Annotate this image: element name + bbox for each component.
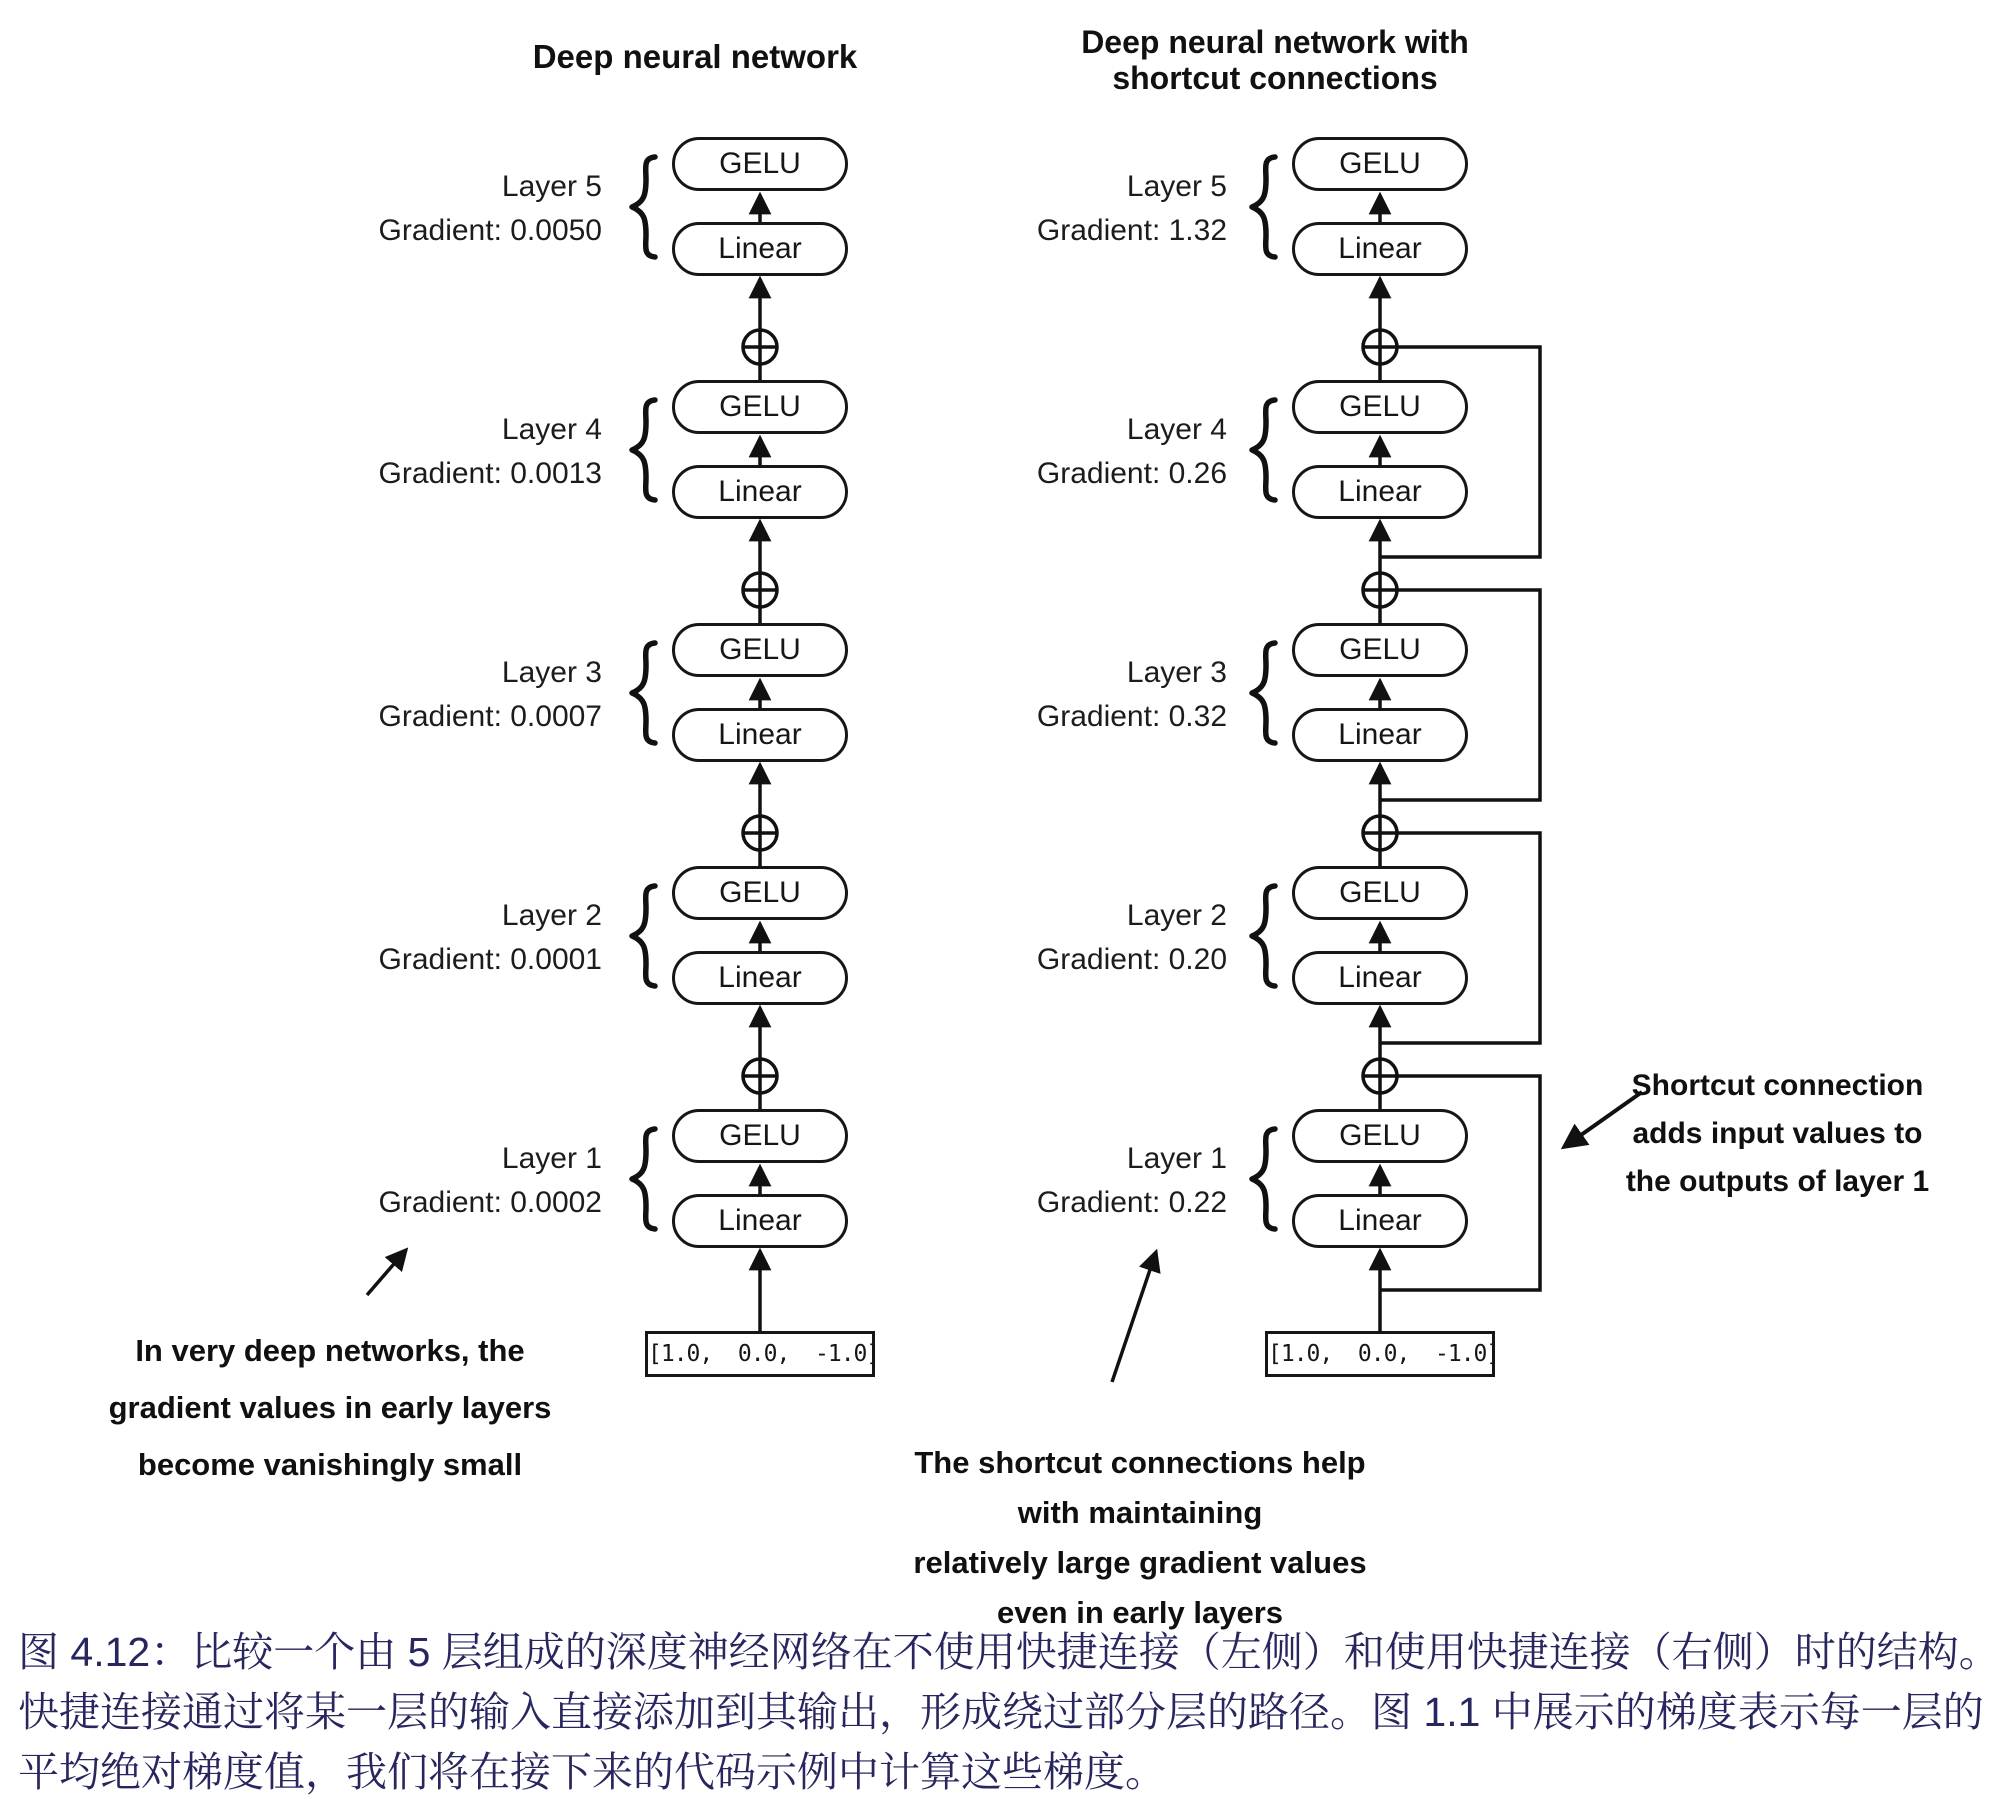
left-add-node-icon <box>743 1059 777 1093</box>
left-layer4-name: Layer 4 <box>501 413 602 446</box>
brace-icon <box>1252 886 1275 986</box>
right-network-title-line2: shortcut connections <box>1112 60 1438 96</box>
right-layer1-gelu-box: GELU <box>1292 1109 1468 1163</box>
shortcut-loop-layer3 <box>1380 590 1540 800</box>
right-layer4-gradient: Gradient: 0.26 <box>1036 457 1227 490</box>
right-layer5-gelu-box: GELU <box>1292 137 1468 191</box>
vanishing-note-arrow <box>367 1250 406 1295</box>
right-add-node-icon <box>1363 1059 1397 1093</box>
brace-icon <box>1252 157 1275 257</box>
caption-line2: 快捷连接通过将某一层的输入直接添加到其输出，形成绕过部分层的路径。图 1.1 中展示的梯度表示每一层的 <box>18 1689 1984 1735</box>
left-layer5-name: Layer 5 <box>501 170 602 203</box>
left-layer2-name: Layer 2 <box>501 899 602 932</box>
left-layer1-gradient: Gradient: 0.0002 <box>378 1186 602 1219</box>
caption-line1: 图 4.12：比较一个由 5 层组成的深度神经网络在不使用快捷连接（左侧）和使用快捷连接（右侧）时的结构。 <box>18 1629 2000 1675</box>
right-layer5-name: Layer 5 <box>1126 170 1227 203</box>
brace-icon <box>1252 400 1275 500</box>
vanishing-note-line3: become vanishingly small <box>137 1447 523 1482</box>
right-layer4-linear-box: Linear <box>1292 465 1468 519</box>
right-layer3-gradient: Gradient: 0.32 <box>1036 700 1227 733</box>
right-layer5-linear-box: Linear <box>1292 222 1468 276</box>
left-input-vector-box: [1.0, 0.0, -1.0] <box>645 1331 875 1377</box>
layer-brace-icons <box>632 157 1275 1229</box>
left-layer2-linear-box: Linear <box>672 951 848 1005</box>
right-layer2-linear-box: Linear <box>1292 951 1468 1005</box>
brace-icon <box>632 400 655 500</box>
maintain-note-line1: The shortcut connections help with maintaining <box>914 1445 1366 1530</box>
vanishing-note-line2: gradient values in early layers <box>108 1390 552 1425</box>
shortcut-loop-layer2 <box>1380 833 1540 1043</box>
brace-icon <box>1252 643 1275 743</box>
right-network-title-line1: Deep neural network with <box>1081 24 1469 60</box>
right-layer2-gradient: Gradient: 0.20 <box>1036 943 1227 976</box>
right-layer5-gradient: Gradient: 1.32 <box>1036 214 1227 247</box>
maintain-gradient-note <box>890 1438 1390 1638</box>
left-layer2-gelu-box: GELU <box>672 866 848 920</box>
left-layer3-gradient: Gradient: 0.0007 <box>378 700 602 733</box>
left-layer5-gelu-box: GELU <box>672 137 848 191</box>
caption-line3: 平均绝对梯度值，我们将在接下来的代码示例中计算这些梯度。 <box>18 1749 1166 1795</box>
left-layer1-name: Layer 1 <box>501 1142 602 1175</box>
right-add-node-icon <box>1363 330 1397 364</box>
brace-icon <box>632 1129 655 1229</box>
shortcut-note-line3: the outputs of layer 1 <box>1625 1165 1930 1198</box>
right-input-vector-box: [1.0, 0.0, -1.0] <box>1265 1331 1495 1377</box>
left-add-node-icon <box>743 816 777 850</box>
brace-icon <box>632 643 655 743</box>
left-layer3-name: Layer 3 <box>501 656 602 689</box>
left-add-node-icon <box>743 330 777 364</box>
brace-icon <box>632 157 655 257</box>
right-layer1-name: Layer 1 <box>1126 1142 1227 1175</box>
left-layer3-gelu-box: GELU <box>672 623 848 677</box>
maintain-note-arrow <box>1112 1252 1156 1382</box>
right-layer1-gradient: Gradient: 0.22 <box>1036 1186 1227 1219</box>
left-layer5-linear-box: Linear <box>672 222 848 276</box>
right-layer4-gelu-box: GELU <box>1292 380 1468 434</box>
shortcut-note-line1: Shortcut connection <box>1631 1069 1924 1102</box>
right-layer3-linear-box: Linear <box>1292 708 1468 762</box>
right-layer2-name: Layer 2 <box>1126 899 1227 932</box>
brace-icon <box>632 886 655 986</box>
right-layer1-linear-box: Linear <box>1292 1194 1468 1248</box>
shortcut-note-line2: adds input values to <box>1632 1117 1923 1150</box>
left-layer4-linear-box: Linear <box>672 465 848 519</box>
left-layer5-gradient: Gradient: 0.0050 <box>378 214 602 247</box>
right-network-title <box>1025 24 1525 96</box>
left-layer2-gradient: Gradient: 0.0001 <box>378 943 602 976</box>
shortcut-connection-note <box>1625 1062 1930 1206</box>
vanishing-note-line1: In very deep networks, the <box>135 1333 525 1368</box>
right-layer3-name: Layer 3 <box>1126 656 1227 689</box>
left-layer3-linear-box: Linear <box>672 708 848 762</box>
shortcut-loop-layer4 <box>1380 347 1540 557</box>
vanishing-gradient-note <box>105 1322 555 1493</box>
right-add-node-icon <box>1363 816 1397 850</box>
right-add-node-icon <box>1363 573 1397 607</box>
figure-caption <box>18 1622 2000 1800</box>
left-network-title: Deep neural network <box>532 38 858 75</box>
right-layer3-gelu-box: GELU <box>1292 623 1468 677</box>
maintain-note-line2: relatively large gradient values even in early layers <box>913 1545 1367 1630</box>
left-layer1-linear-box: Linear <box>672 1194 848 1248</box>
left-layer4-gradient: Gradient: 0.0013 <box>378 457 602 490</box>
right-layer2-gelu-box: GELU <box>1292 866 1468 920</box>
left-layer4-gelu-box: GELU <box>672 380 848 434</box>
right-layer4-name: Layer 4 <box>1126 413 1227 446</box>
left-add-node-icon <box>743 573 777 607</box>
brace-icon <box>1252 1129 1275 1229</box>
left-layer1-gelu-box: GELU <box>672 1109 848 1163</box>
